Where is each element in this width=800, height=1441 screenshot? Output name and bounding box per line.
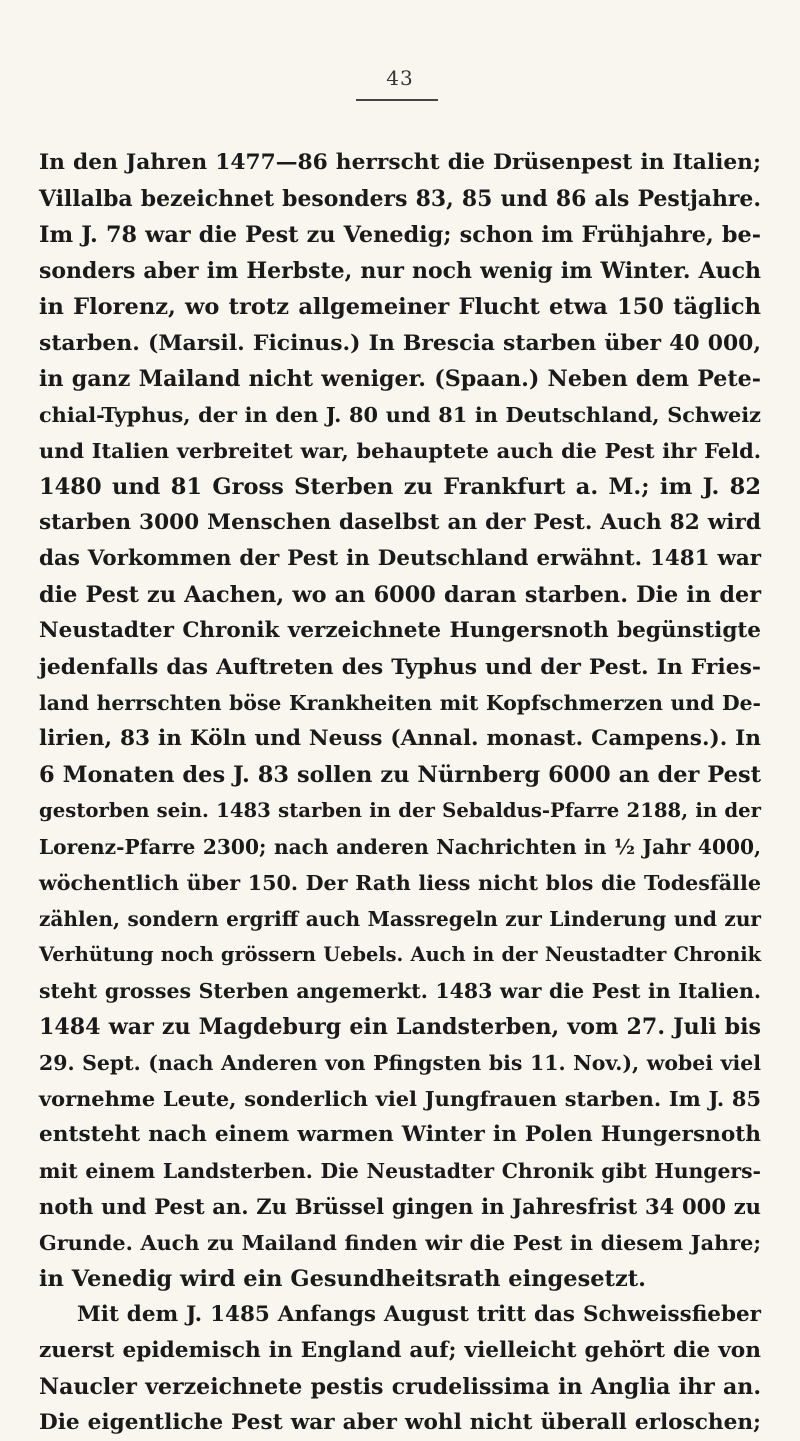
text-line: Mit dem J. 1485 Anfangs August tritt das Schweissfieber: [77, 1302, 761, 1327]
text-line: gestorben sein. 1483 starben in der Sebaldus-Pfarre 2188, in der: [39, 799, 761, 822]
text-line: das Vorkommen der Pest in Deutschland erwähnt. 1481 war: [39, 546, 761, 571]
text-line: die Pest zu Aachen, wo an 6000 daran starben. Die in der: [39, 582, 761, 608]
text-line: Im J. 78 war die Pest zu Venedig; schon im Frühjahre, be-: [39, 222, 761, 248]
header-rule: [356, 99, 438, 101]
text-line: In den Jahren 1477—86 herrscht die Drüsenpest in Italien;: [39, 150, 761, 175]
text-line: und Italien verbreitet war, behauptete auch die Pest ihr Feld.: [39, 438, 761, 463]
text-line: zuerst epidemisch in England auf; vielleicht gehört die von: [39, 1338, 761, 1363]
text-line: entsteht nach einem warmen Winter in Polen Hungersnoth: [39, 1122, 761, 1147]
text-line: jedenfalls das Auftreten des Typhus und der Pest. In Fries-: [39, 654, 761, 680]
text-line: starben. (Marsil. Ficinus.) In Brescia starben über 40 000,: [39, 330, 761, 356]
page-number: 43: [386, 66, 414, 90]
text-line: land herrschten böse Krankheiten mit Kopfschmerzen und De-: [39, 691, 761, 715]
text-line: noth und Pest an. Zu Brüssel gingen in Jahresfrist 34 000 zu: [39, 1194, 761, 1219]
text-line: Neustadter Chronik verzeichnete Hungersnoth begünstigte: [39, 618, 761, 643]
text-line: Naucler verzeichnete pestis crudelissima in Anglia ihr an.: [39, 1374, 761, 1400]
text-line: wöchentlich über 150. Der Rath liess nicht blos die Todesfälle: [39, 871, 761, 895]
text-line: sonders aber im Herbste, nur noch wenig im Winter. Auch: [39, 258, 761, 284]
paragraph-2: [39, 1297, 761, 1441]
text-line: 6 Monaten des J. 83 sollen zu Nürnberg 6000 an der Pest: [39, 762, 761, 788]
text-line: in ganz Mailand nicht weniger. (Spaan.) Neben dem Pete-: [39, 366, 761, 392]
text-line: vornehme Leute, sonderlich viel Jungfrauen starben. Im J. 85: [39, 1086, 761, 1111]
text-line: in Venedig wird ein Gesundheitsrath eingesetzt.: [39, 1266, 646, 1292]
text-line: 29. Sept. (nach Anderen von Pfingsten bis 11. Nov.), wobei viel: [39, 1051, 761, 1075]
text-line: Verhütung noch grössern Uebels. Auch in der Neustadter Chronik: [39, 943, 761, 966]
text-line: Die eigentliche Pest war aber wohl nicht überall erloschen;: [39, 1410, 761, 1435]
text-line: mit einem Landsterben. Die Neustadter Chronik gibt Hungers-: [39, 1159, 761, 1183]
text-line: chial-Typhus, der in den J. 80 und 81 in Deutschland, Schweiz: [39, 402, 761, 427]
text-line: Grunde. Auch zu Mailand finden wir die Pest in diesem Jahre;: [39, 1230, 761, 1255]
body-text: [39, 145, 761, 1441]
text-line: lirien, 83 in Köln und Neuss (Annal. monast. Campens.). In: [39, 726, 761, 751]
text-line: zählen, sondern ergriff auch Massregeln zur Linderung und zur: [39, 907, 761, 931]
text-line: starben 3000 Menschen daselbst an der Pest. Auch 82 wird: [39, 510, 761, 535]
text-line: 1480 und 81 Gross Sterben zu Frankfurt a. M.; im J. 82: [39, 474, 761, 500]
paragraph-1: [39, 145, 761, 1297]
text-line: Lorenz-Pfarre 2300; nach anderen Nachrichten in ½ Jahr 4000,: [39, 835, 761, 859]
text-line: Villalba bezeichnet besonders 83, 85 und 86 als Pestjahre.: [39, 186, 761, 212]
text-line: steht grosses Sterben angemerkt. 1483 war die Pest in Italien.: [39, 979, 761, 1003]
text-line: 1484 war zu Magdeburg ein Landsterben, vom 27. Juli bis: [39, 1014, 761, 1040]
text-line: in Florenz, wo trotz allgemeiner Flucht etwa 150 täglich: [39, 294, 761, 320]
